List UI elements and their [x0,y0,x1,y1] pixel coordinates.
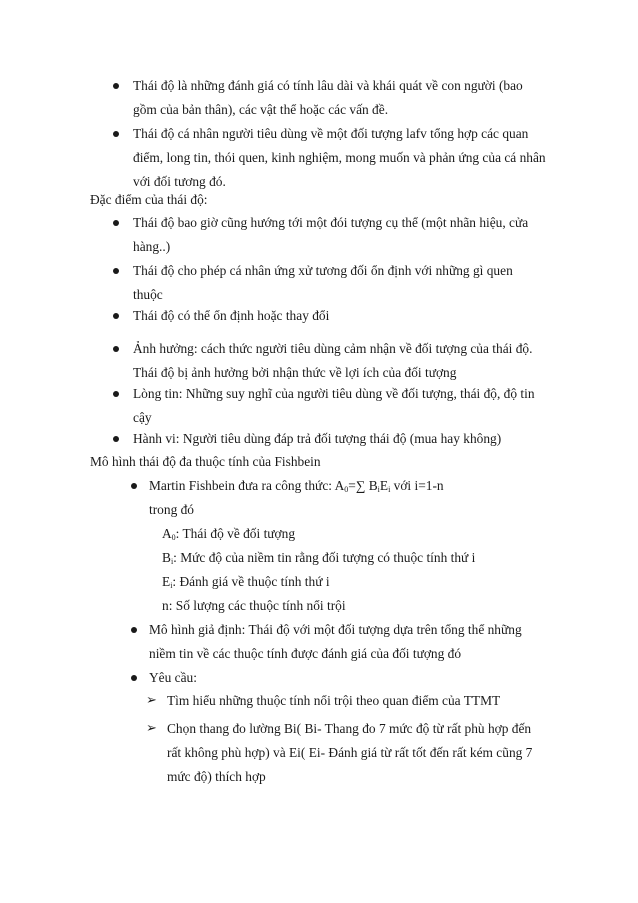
bullet-icon [113,313,119,319]
paragraph-line: Thái độ có thể ổn định hoặc thay đổi [133,308,330,323]
paragraph-line: niềm tin về các thuộc tính được đánh giá của đối tượng đó [149,646,462,661]
paragraph-line: Thái độ bao giờ cũng hướng tới một đói tượng cụ thể (một nhãn hiệu, cửa [133,215,529,230]
bullet-icon [113,268,119,274]
paragraph-line: Mô hình giả định: Thái độ với một đối tượng dựa trên tổng thể những [149,622,522,637]
bullet-icon [113,346,119,352]
paragraph-line: rất không phù hợp) và Ei( Ei- Đánh giá từ rất tốt đến rất kém cũng 7 [167,745,533,760]
paragraph-line: Ảnh hưởng: cách thức người tiêu dùng cảm nhận về đối tượng của thái độ. [133,341,533,356]
paragraph-line: với đối tương đó. [133,174,226,189]
paragraph-line: Thái độ cho phép cá nhân ứng xử tương đối ổn định với những gì quen [133,263,513,278]
arrowhead-bullet-icon: ➢ [146,721,157,736]
section-heading: Đặc điểm của thái độ: [90,192,208,207]
paragraph-line: Chọn thang đo lường Bi( Bi- Thang đo 7 mức độ từ rất phù hợp đến [167,721,532,736]
paragraph-line: mức độ) thích hợp [167,769,266,784]
arrowhead-bullet-icon: ➢ [146,693,157,708]
paragraph-line: Yêu cầu: [149,670,197,685]
bullet-icon [131,483,137,489]
paragraph-line: Thái độ cá nhân người tiêu dùng về một đối tượng lafv tổng hợp các quan [133,126,529,141]
paragraph-line: Thái độ là những đánh giá có tính lâu dài và khái quát về con người (bao [133,78,523,93]
bullet-icon [113,131,119,137]
paragraph-line: thuộc [133,287,163,302]
paragraph-line: trong đó [149,502,195,517]
paragraph-line: Hành vi: Người tiêu dùng đáp trả đối tượng thái độ (mua hay không) [133,431,502,446]
definition-line: $E_i$: Đánh giá về thuộc tính thứ i [162,574,330,590]
definition-line: n: Số lượng các thuộc tính nổi trội [162,598,346,613]
bullet-icon [113,220,119,226]
bullet-icon [113,391,119,397]
bullet-icon [113,83,119,89]
definition-line: $A_0$: Thái độ về đối tượng [162,526,296,542]
bullet-icon [131,675,137,681]
bullet-icon [131,627,137,633]
paragraph-line: Lòng tin: Những suy nghĩ của người tiêu dùng về đối tượng, thái độ, độ tin [133,386,535,401]
formula-line: Martin Fishbein đưa ra công thức: $A_0=\sum$ $B_iE_i$ với i=1-n [149,478,444,494]
paragraph-line: cậy [133,410,152,425]
paragraph-line: điểm, long tin, thói quen, kinh nghiệm, mong muốn và phản ứng của cá nhân [133,150,546,165]
definition-line: $B_i$: Mức độ của niềm tin rằng đối tượng có thuộc tính thứ i [162,550,476,566]
paragraph-line: Tìm hiểu những thuộc tính nổi trội theo quan điểm của TTMT [167,693,501,708]
bullet-icon [113,436,119,442]
paragraph-line: gồm của bản thân), các vật thể hoặc các vấn đề. [133,102,389,117]
paragraph-line: Thái độ bị ảnh hưởng bởi nhận thức về lợi ích của đối tượng [133,365,457,380]
section-heading: Mô hình thái độ đa thuộc tính của Fishbein [90,454,321,469]
paragraph-line: hàng..) [133,239,171,254]
